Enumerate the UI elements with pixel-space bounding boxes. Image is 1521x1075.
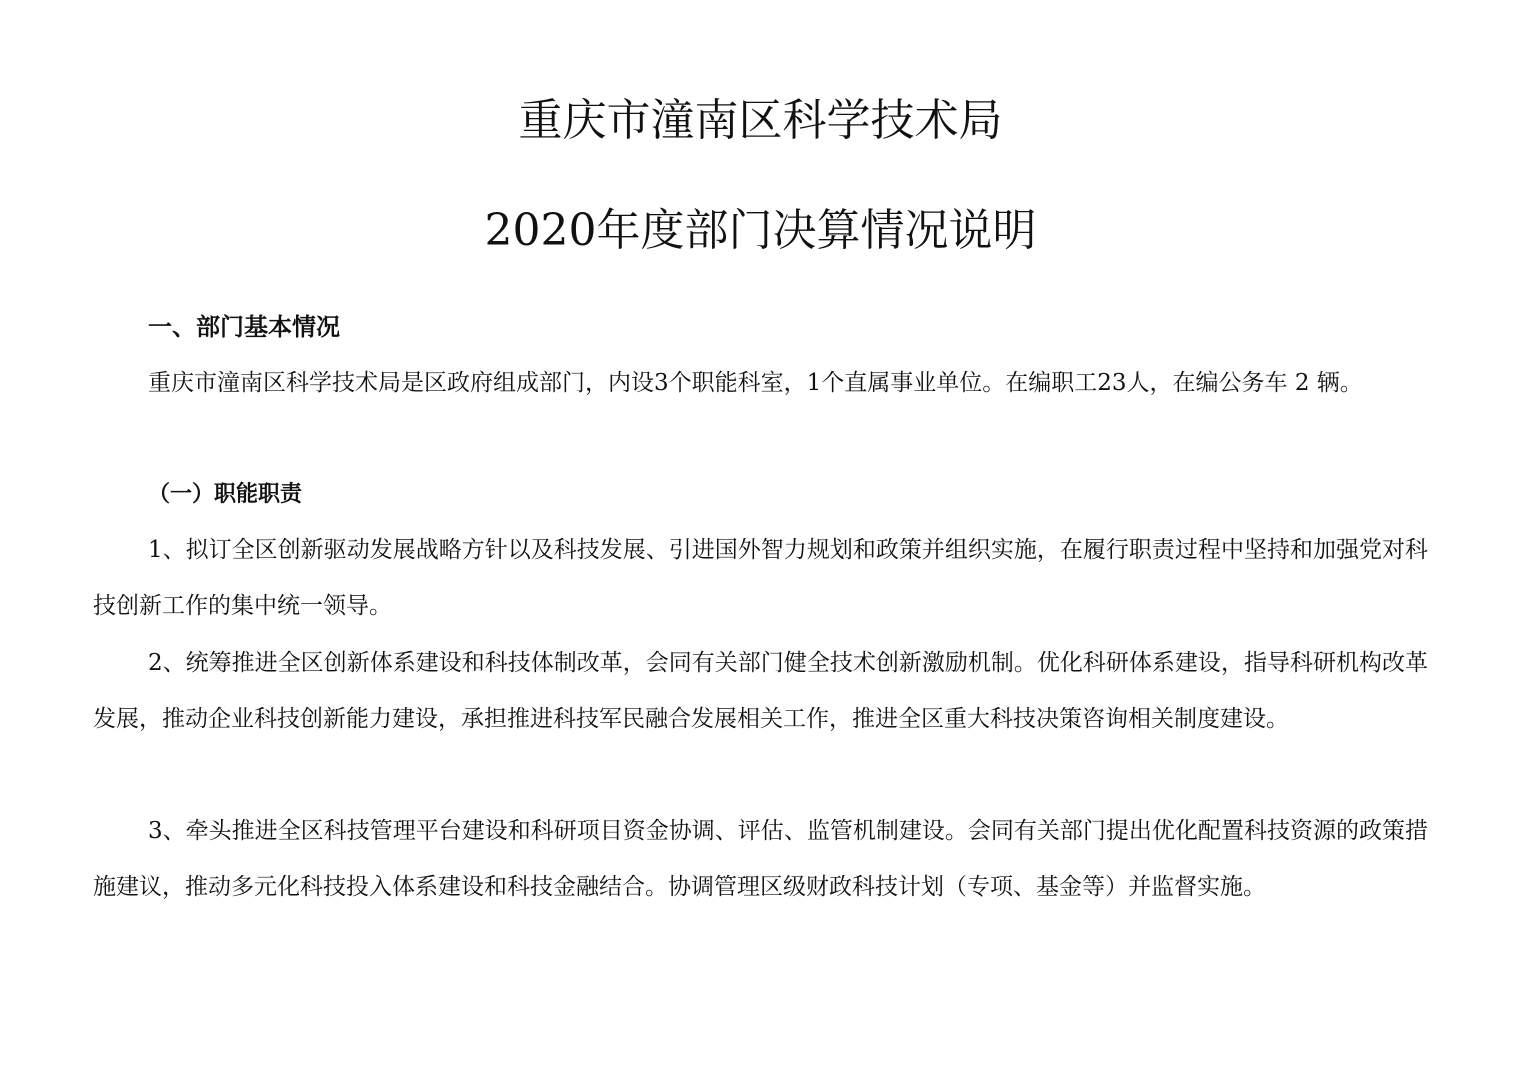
section-intro-paragraph: 重庆市潼南区科学技术局是区政府组成部门，内设3个职能科室，1个直属事业单位。在编职工23人，在编公务车 2 辆。 [148,370,1363,396]
duty-paragraph-2: 2、统筹推进全区创新体系建设和科技体制改革，会同有关部门健全技术创新激励机制。优化科研体系建设，指导科研机构改革发展，推动企业科技创新能力建设，承担推进科技军民融合发展相关工作，推进全区重大科技决策咨询相关制度建设。 [93,650,1428,732]
document-title-line-2: 2020年度部门决算情况说明 [484,205,1037,256]
document-title-line-1: 重庆市潼南区科学技术局 [518,95,1003,146]
section-heading-basic-info: 一、部门基本情况 [148,312,340,341]
subsection-heading-duties: （一）职能职责 [148,481,303,507]
duty-paragraph-1: 1、拟订全区创新驱动发展战略方针以及科技发展、引进国外智力规划和政策并组织实施，在履行职责过程中坚持和加强党对科技创新工作的集中统一领导。 [93,537,1428,619]
duty-paragraph-3: 3、牵头推进全区科技管理平台建设和科研项目资金协调、评估、监管机制建设。会同有关部门提出优化配置科技资源的政策措施建议，推动多元化科技投入体系建设和科技金融结合。协调管理区级财政科技计划（专项、基金等）并监督实施。 [93,818,1428,900]
